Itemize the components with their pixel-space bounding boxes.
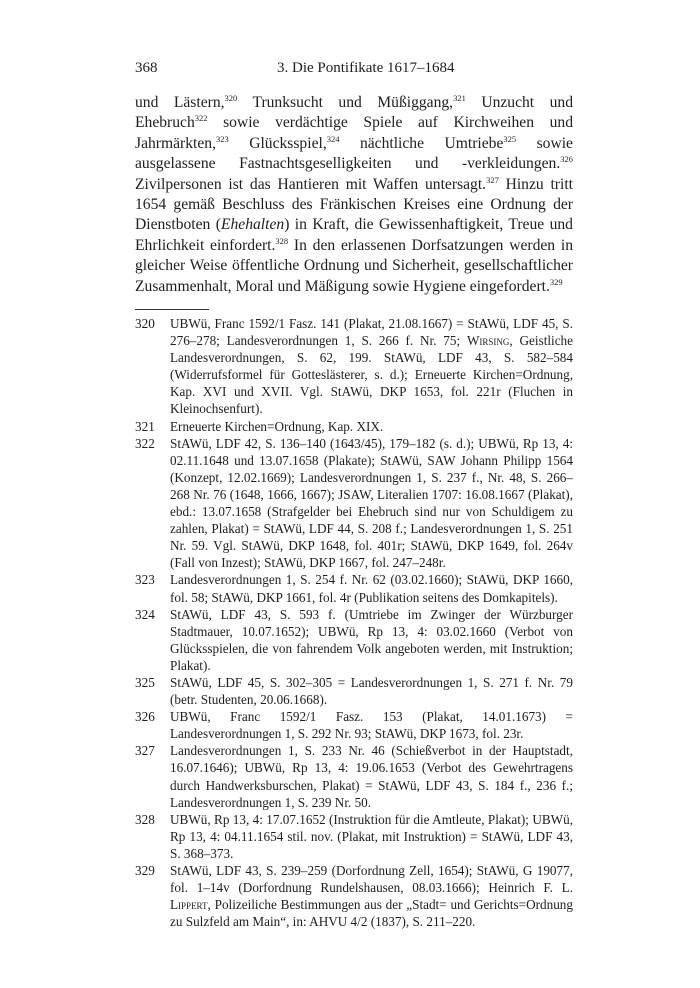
page-header: [135, 60, 573, 82]
footnote-text: Landesverordnungen 1, S. 254 f. Nr. 62 (03.02.1660); StAWü, DKP 1660, fol. 58; StAWü, DKP 1661, fol. 4r (Publikation seitens des Domkapitels).: [170, 572, 573, 605]
footnote-ref-320[interactable]: 320: [224, 92, 238, 103]
footnote-320: [135, 315, 573, 418]
footnote-ref-324[interactable]: 324: [326, 133, 340, 144]
body-paragraph: [135, 93, 573, 297]
author-name: Lippert: [170, 897, 208, 913]
footnote-text: , Polizeiliche Bestimmungen aus der „Stadt= und Gerichts=Ordnung zu Sulzfeld am Main“, in: AHVU 4/2 (1837), S. 211–220.: [170, 897, 573, 930]
text-run: Trunksucht und Müßiggang,: [237, 94, 454, 111]
text-run: Unzucht und Ehebruch: [135, 94, 574, 132]
footnote-327: [135, 742, 573, 810]
footnote-text: StAWü, LDF 45, S. 302–305 = Landesverordnungen 1, S. 271 f. Nr. 79 (betr. Studenten, 20.06.1668).: [170, 674, 573, 708]
footnote-ref-326[interactable]: 326: [560, 154, 573, 165]
footnote-number: 323: [135, 572, 155, 588]
footnote-ref-321[interactable]: 321: [453, 92, 466, 103]
footnote-text: UBWü, Rp 13, 4: 17.07.1652 (Instruktion für die Amtleute, Plakat); UBWü, Rp 13, 4: 04.11.1654 stil. nov. (Plakat, mit Instruktion) = StAWü, LDF 43, S. 368–373.: [170, 811, 573, 861]
text-run: Glücksspiel,: [228, 134, 327, 152]
text-run: Zivilpersonen ist das Hantieren mit Waffen untersagt.: [135, 175, 487, 193]
footnote-ref-327[interactable]: 327: [486, 174, 499, 185]
footnote-ref-329[interactable]: 329: [549, 276, 563, 287]
text-run: und Lästern,: [135, 94, 225, 111]
footnote-separator: [135, 309, 209, 310]
footnote-number: 326: [135, 709, 155, 725]
footnote-ref-325[interactable]: 325: [503, 133, 517, 144]
text-run: ) in Kraft, die Gewissenhaftigkeit, Treue und Ehrlichkeit einfordert.: [135, 216, 573, 254]
footnote-321: [135, 418, 573, 435]
footnote-number: 324: [135, 606, 155, 622]
footnote-number: 329: [135, 863, 155, 878]
footnote-number: 327: [135, 743, 155, 759]
footnote-324: [135, 606, 573, 674]
footnote-text: UBWü, Franc 1592/1 Fasz. 141 (Plakat, 21.08.1667) = StAWü, LDF 45, S. 276–278; Landesverordnungen 1, S. 266 f. Nr. 75;: [170, 316, 573, 349]
text-run: sowie ausgelassene Fastnachtsgeselligkeiten und -verkleidungen.: [135, 134, 573, 173]
text-run: Hinzu tritt 1654 gemäß Beschluss des Fränkischen Kreises eine Ordnung der Dienstboten (: [135, 175, 573, 234]
footnote-text: UBWü, Franc 1592/1 Fasz. 153 (Plakat, 14.01.1673) = Landesverordnungen 1, S. 292 Nr. 93; StAWü, DKP 1673, fol. 23r.: [170, 709, 573, 742]
footnote-328: [135, 811, 573, 862]
footnote-text: , Geistliche Landesverordnungen, S. 62, 199. StAWü, LDF 43, S. 582–584 (Widerrufsformel für Gotteslästerer, s. d.); Erneuerte Kirchen=Ordnung, Kap. XVI und XVII. Vgl. StAWü, DKP 1653, fol. 221r (Fluchen in Kleinochsenfurt).: [170, 333, 573, 417]
footnote-329: [135, 862, 573, 930]
footnote-ref-322[interactable]: 322: [194, 113, 208, 124]
footnote-text: StAWü, LDF 43, S. 593 f. (Umtriebe im Zwinger der Würzburger Stadtmauer, 10.07.1652); UBWü, Rp 13, 4: 03.02.1660 (Verbot von Glücksspielen, die von fahrendem Volk angeboten werden, mit Instruktion; Plakat).: [170, 606, 573, 673]
footnotes: [135, 315, 573, 930]
footnote-number: 321: [135, 418, 155, 434]
footnote-number: 328: [135, 811, 155, 827]
text-run: In den erlassenen Dorfsatzungen werden in gleicher Weise öffentliche Ordnung und Sicherheit, gesellschaftlicher Zusammenhalt, Moral und Mäßigung sowie Hygiene eingefordert.: [135, 236, 573, 295]
footnote-text: Erneuerte Kirchen=Ordnung, Kap. XIX.: [170, 418, 384, 434]
footnote-number: 325: [135, 674, 155, 690]
running-head: 3. Die Pontifikate 1617–1684: [277, 60, 455, 76]
text-run: sowie verdächtige Spiele auf Kirchweihen und Jahrmärkten,: [135, 114, 573, 152]
page-number: 368: [135, 60, 158, 76]
footnote-ref-323[interactable]: 323: [215, 133, 229, 144]
footnote-323: [135, 571, 573, 605]
footnote-text: StAWü, LDF 42, S. 136–140 (1643/45), 179–182 (s. d.); UBWü, Rp 13, 4: 02.11.1648 und 13.07.1658 (Plakate); StAWü, SAW Johann Philipp 1564 (Konzept, 12.02.1669); Landesverordnungen 1, S. 237 f., Nr. 48, S. 266–268 Nr. 76 (1648, 1666, 1667); JSAW, Literalien 1707: 16.08.1667 (Plakat), ebd.: 13.07.1658 (Strafgelder bei Ehebruch sind nur von Schuldigem zu zahlen, Plakat) = StAWü, LDF 44, S. 208 f.; Landesverordnungen 1, S. 251 Nr. 59. Vgl. StAWü, DKP 1648, fol. 401r; StAWü, DKP 1649, fol. 264v (Fall von Inzest); StAWü, DKP 1667, fol. 247–248r.: [170, 435, 573, 571]
footnote-ref-328[interactable]: 328: [275, 235, 289, 246]
text-run: nächtliche Umtriebe: [339, 134, 504, 152]
italic-term: Ehehalten: [220, 216, 285, 234]
footnote-number: 322: [135, 435, 155, 451]
footnote-325: [135, 674, 573, 708]
footnote-322: [135, 435, 573, 572]
author-name: Wirsing: [466, 333, 510, 349]
footnote-326: [135, 708, 573, 742]
footnote-number: 320: [135, 316, 155, 331]
main-text: [135, 93, 573, 297]
footnote-text: StAWü, LDF 43, S. 239–259 (Dorfordnung Zell, 1654); StAWü, G 19077, fol. 1–14v (Dorfordnung Rundelshausen, 08.03.1666); Heinrich F. L.: [170, 863, 573, 896]
footnote-text: Landesverordnungen 1, S. 233 Nr. 46 (Schießverbot in der Hauptstadt, 16.07.1646); UBWü, Rp 13, 4: 19.06.1653 (Verbot des Gewehrtragens durch Handwerksburschen, Plakat) = StAWü, LDF 43, S. 184 f., 236 f.; Landesverordnungen 1, S. 239 Nr. 50.: [170, 743, 573, 810]
